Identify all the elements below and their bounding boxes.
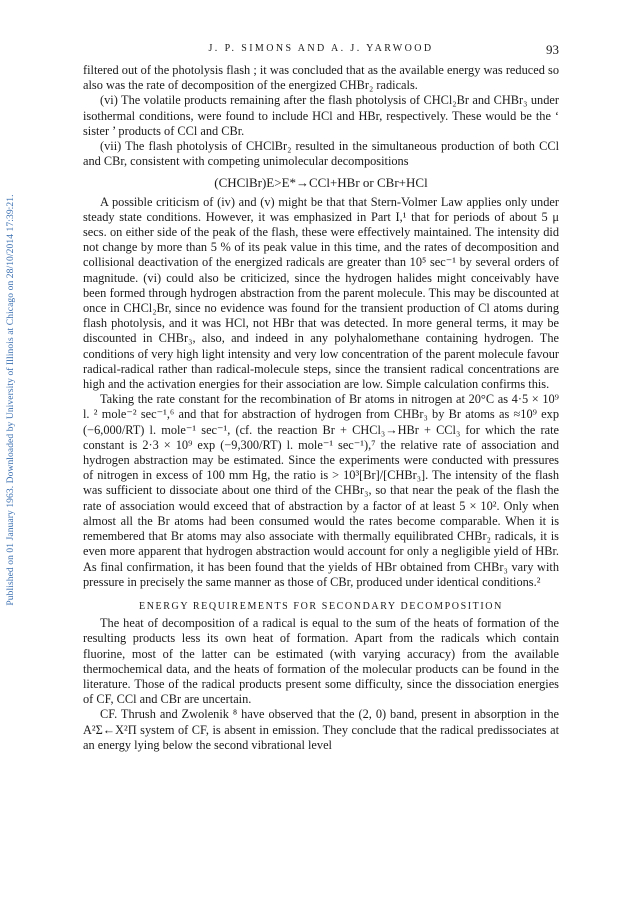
paragraph: The heat of decomposition of a radical is equal to the sum of the heats of formation of the resulting products less its own heat of formation. Apart from the radicals which contain fluorine, most of the latter can be estimated (with varying accuracy) from the available thermochemical data, and the heats of formation of the molecular products can be found in the literature. Those of the radical products present some difficulty, since the dissociation energies of CF, CCl and CBr are uncertain. bbox=[83, 616, 559, 707]
paragraph: Taking the rate constant for the recombination of Br atoms in nitrogen at 20°C as 4·5 × 10⁹ l. ² mole⁻² sec⁻¹,⁶ and that for abstraction of hydrogen from CHBr₃ by Br atoms as ≈10⁹ exp (−6,000/RT) l. mole⁻¹ sec⁻¹, (cf. the reaction Br + CHCl₃→HBr + CCl₃ for which the rate constant is 2·3 × 10⁹ exp (−9,300/RT) l. mole⁻¹ sec⁻¹),⁷ the relative rate of association and hydrogen abstraction may be estimated. Since the experiments were conducted with pressures of nitrogen in excess of 100 mm Hg, the ratio is > 10³[Br]/[CHBr₃]. The intensity of the flash was sufficient to dissociate about one third of the CHBr₃, so that near the peak of the flash the rate of association would exceed that of abstraction by a factor of at least 5 × 10². Only when almost all the Br atoms had been consumed would the rates become comparable. When it is remembered that Br atoms may also associate with thermally equilibrated CHBr₂ radicals, it is even more apparent that hydrogen abstraction would account for only a negligible yield of HBr. As final confirmation, it has been found that the yields of HBr obtained from CHBr₃ vary with pressure in precisely the same manner as those of CBr, produced under identical conditions.² bbox=[83, 392, 559, 589]
paragraph: filtered out of the photolysis flash ; it was concluded that as the available energy was reduced so also was the rate of decomposition of the energized CHBr₂ radicals. bbox=[83, 63, 559, 93]
paragraph: (vi) The volatile products remaining after the flash photolysis of CHCl₂Br and CHBr₃ under isothermal conditions, were found to include HCl and HBr, respectively. These would be the ‘ sister ’ products of CCl and CBr. bbox=[83, 93, 559, 138]
sidebar-download-notice[interactable]: Published on 01 January 1963. Downloaded by University of Illinois at Chicago on 28/10/2014 17:39:21. bbox=[6, 194, 16, 606]
paragraph: A possible criticism of (iv) and (v) might be that that Stern-Volmer Law applies only under steady state conditions. However, it was emphasized in Part I,¹ that for periods of about 5 μ secs. on either side of the peak of the flash, these were effectively maintained. The intensity did not change by more than 5 % of its peak value in this time, and the rates of decomposition and collisional deactivation of the energized radicals are greater than 10⁵ sec⁻¹ by several orders of magnitude. (vi) could also be criticized, since the hydrogen halides might conceivably have been formed through hydrogen abstraction from the parent molecule. This may be discounted at once in CHCl₂Br, since no evidence was found for the transient production of Cl atoms during flash photolysis, and it was HCl, not HBr that was detected. In more general terms, it may be discounted in CHBr₃, also, and indeed in any polyhalomethane containing hydrogen. The conditions of very high light intensity and very low concentration of the parent molecule favour radical-radical rather than radical-molecule steps, since the transient radical concentrations are high and the activation energies for their association are low. Simple calculation confirms this. bbox=[83, 194, 559, 392]
section-heading: ENERGY REQUIREMENTS FOR SECONDARY DECOMPOSITION bbox=[139, 600, 503, 612]
paragraph: (vii) The flash photolysis of CHClBr₂ resulted in the simultaneous production of both CCl and CBr, consistent with competing unimolecular decompositions bbox=[83, 139, 559, 169]
running-head-authors: J. P. SIMONS AND A. J. YARWOOD bbox=[208, 43, 434, 54]
paragraph: CF. Thrush and Zwolenik ⁸ have observed that the (2, 0) band, present in absorption in the A²Σ←X²Π system of CF, is absent in emission. They conclude that the radical predissociates at an energy lying below the second vibrational level bbox=[83, 707, 559, 752]
page-header bbox=[83, 43, 559, 59]
body-text bbox=[83, 63, 559, 753]
page-number: 93 bbox=[546, 42, 559, 57]
publication-sidebar bbox=[0, 140, 22, 660]
reaction-equation: (CHClBr)E>E*→CCl+HBr or CBr+HCl bbox=[214, 175, 428, 191]
